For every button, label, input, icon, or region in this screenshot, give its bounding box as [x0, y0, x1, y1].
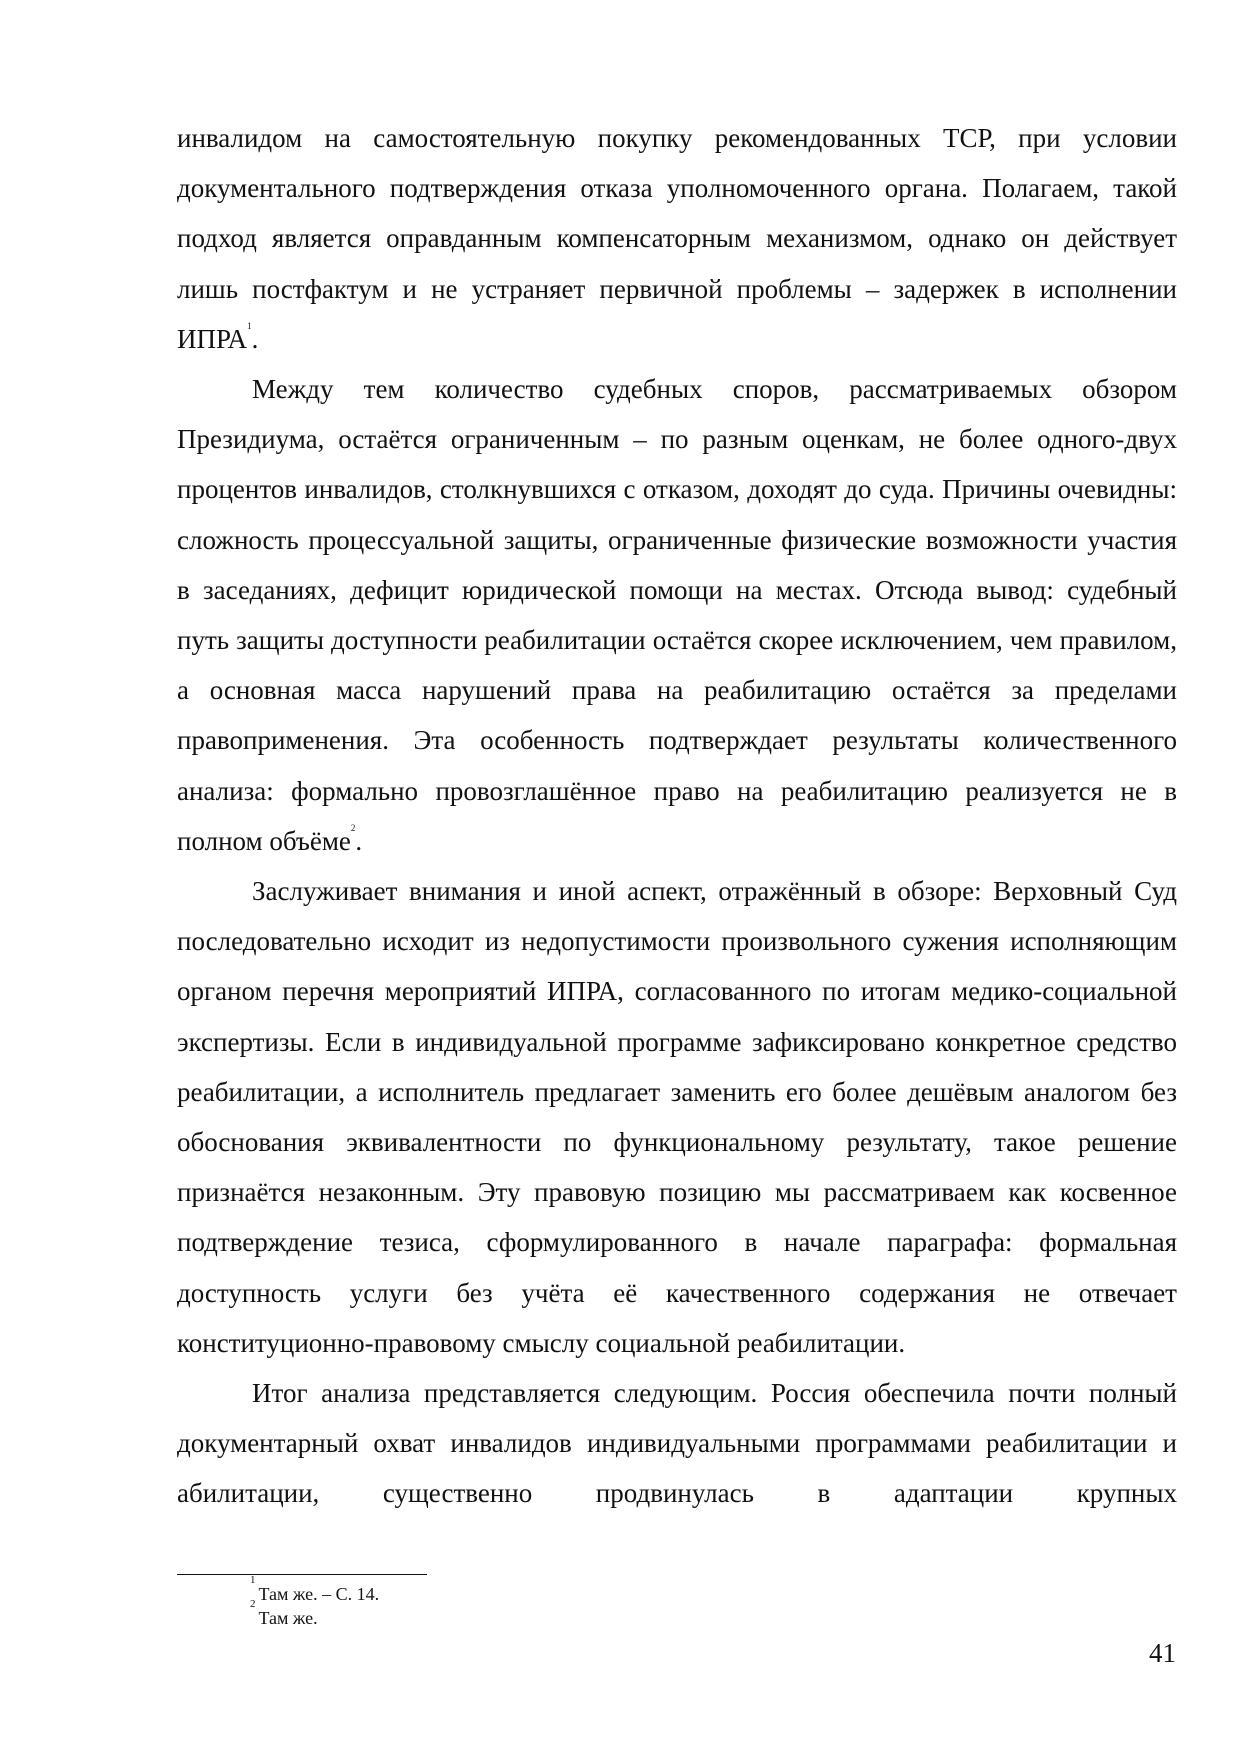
page-number: 41: [1149, 1638, 1176, 1668]
paragraph-text: Между тем количество судебных споров, рассматриваемых обзором Президиума, остаётся ограниченным – по разным оценкам, не более одного-двух процентов инвалидов, столкнувшихся с отказом, доходят до суда. Причины очевидны: сложность процессуальной защиты, ограниченные физические возможности участия в заседаниях, дефицит юридической помощи на местах. Отсюда вывод: судебный путь защиты доступности реабилитации остаётся скорее исключением, чем правилом, а основная масса нарушений права на реабилитацию остаётся за пределами правоприменения. Эта особенность подтверждает результаты количественного анализа: формально провозглашённое право на реабилитацию реализуется не в полном объёме: [177, 374, 1177, 856]
footnote-1: [250, 1574, 1150, 1606]
footnote-2: [250, 1598, 1150, 1630]
paragraph-4: [177, 1368, 1177, 1519]
footnote-number: 1: [250, 1574, 256, 1586]
footnote-number: 2: [250, 1598, 256, 1610]
paragraph-tail: .: [355, 825, 363, 856]
paragraph-text: Заслуживает внимания и иной аспект, отражённый в обзоре: Верховный Суд последовательно исходит из недопустимости произвольного сужения исполняющим органом перечня мероприятий ИПРА, согласованного по итогам медико-социальной экспертизы. Если в индивидуальной программе зафиксировано конкретное средство реабилитации, а исполнитель предлагает заменить его более дешёвым аналогом без обоснования эквивалентности по функциональному результату, такое решение признаётся незаконным. Эту правовую позицию мы рассматриваем как косвенное подтверждение тезиса, сформулированного в начале параграфа: формальная доступность услуги без учёта её качественного содержания не отвечает конституционно-правовому смыслу социальной реабилитации.: [177, 876, 1177, 1358]
paragraph-1: [177, 113, 1177, 364]
body-text: [177, 113, 1177, 1519]
footnote-separator: [177, 1574, 427, 1575]
paragraph-2: [177, 364, 1177, 866]
paragraph-tail: .: [251, 323, 259, 354]
footnote-ref[interactable]: 1: [247, 320, 252, 331]
footnote-text: Там же.: [258, 1608, 318, 1628]
paragraph-text: Итог анализа представляется следующим. Россия обеспечила почти полный документарный охват инвалидов индивидуальными программами реабилитации и абилитации, существенно продвинулась в адаптации крупных: [177, 1378, 1177, 1509]
paragraph-text: инвалидом на самостоятельную покупку рекомендованных ТСР, при условии документального подтверждения отказа уполномоченного органа. Полагаем, такой подход является оправданным компенсаторным механизмом, однако он действует лишь постфактум и не устраняет первичной проблемы – задержек в исполнении ИПРА: [177, 123, 1177, 354]
footnote-text: Там же. – С. 14.: [258, 1584, 380, 1604]
paragraph-3: [177, 866, 1177, 1368]
footnotes: [250, 1574, 1150, 1630]
footnote-ref[interactable]: 2: [350, 822, 356, 833]
